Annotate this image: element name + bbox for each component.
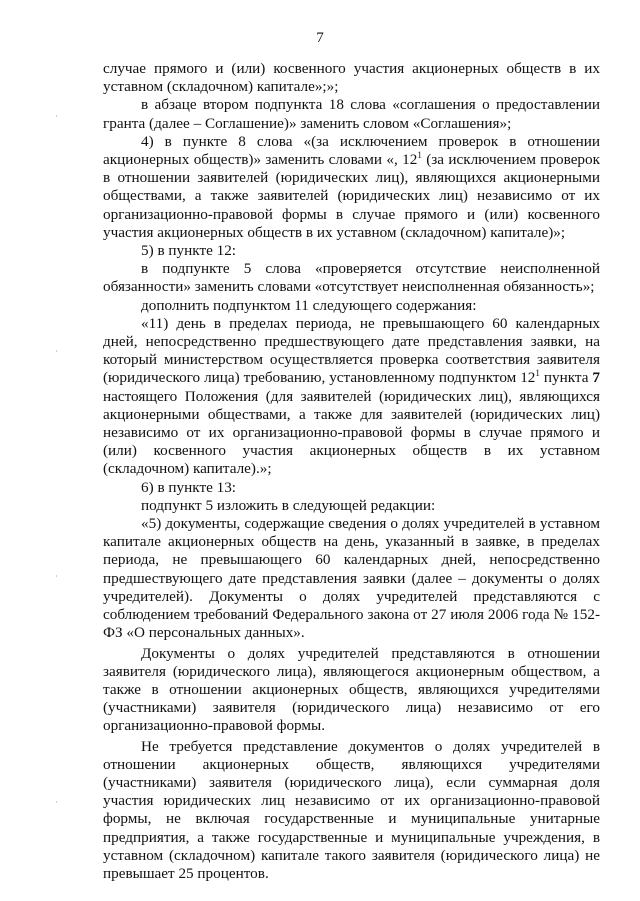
margin-mark: · [55,112,58,121]
paragraph: в абзаце втором подпункта 18 слова «соглашения о предоставлении гранта (далее – Соглашение)» заменить словом «Соглашения»; [103,96,600,132]
margin-mark: · [55,572,58,581]
paragraph-item-5: 5) в пункте 12: [141,242,237,260]
document-body [103,60,600,883]
margin-mark: · [55,347,58,356]
paragraph: Не требуется представление документов о долях учредителей в отношении акционерных обществ, являющихся учредителями (участниками) заявителя (юридического лица), если суммарная доля участия юридических лиц независимо от их организационно-правовой формы, не включая государственные и муниципальные унитарные предприятия, а также государственные и муниципальные учреждения, в уставном (складочном) капитале такого заявителя (юридического лица) не превышает 25 процентов. [103,737,600,882]
paragraph: дополнить подпунктом 11 следующего содержания: [141,296,477,314]
paragraph-item-6: 6) в пункте 13: [141,478,237,496]
paragraph: в подпункте 5 слова «проверяется отсутствие неисполненной обязанности» заменить словами «отсутствует неисполненная обязанность»; [103,260,600,296]
paragraph-subitem-11: «11) день в пределах периода, не превышающего 60 календарных дней, непосредственно предшествующего дате представления заявки, на который министерством осуществляется проверка соответствия заявителя (юридического лица) требованию, установленному подпунктом $12^1$ пункта 7 настоящего Положения (для заявителей (юридических лиц), являющихся акционерными обществами, а также для заявителей (юридических лиц) независимо от их организационно-правовой формы в случае прямого и (или) косвенного участия акционерных обществ в их уставном (складочном) капитале).»; [103,314,600,478]
margin-mark: · [55,798,58,807]
paragraph: подпункт 5 изложить в следующей редакции: [141,496,436,514]
superscript: 1 [417,149,422,160]
paragraph-item-4: 4) в пункте 8 слова «(за исключением проверок в отношении акционерных обществ)» заменить словами «, $12^1$ (за исключением проверок в отношении заявителей (юридических лиц), являющихся акционерными обществами, а также заявителей (юридических лиц) независимо от их организационно-правовой формы в случае прямого и (или) косвенного участия акционерных обществ в их уставном (складочном) капитале)»; [103,132,600,241]
paragraph-continuation: случае прямого и (или) косвенного участия акционерных обществ в их уставном (складочном) капитале»;»; [103,60,600,96]
paragraph: Документы о долях учредителей представляются в отношении заявителя (юридического лица), являющегося акционерным обществом, а также в отношении акционерных обществ, являющихся учредителями (участниками) заявителя (юридического лица) независимо от его организационно-правовой формы. [103,644,600,735]
paragraph-subitem-5: «5) документы, содержащие сведения о долях учредителей в уставном капитале акционерных обществ на день, указанный в заявке, в пределах периода, не превышающего 60 календарных дней, непосредственно предшествующего дате представления заявки (далее – документы о долях учредителей). Документы о долях учредителей представляются с соблюдением требований Федерального закона от 27 июля 2006 года № 152-ФЗ «О персональных данных». [103,515,600,642]
page-number: 7 [316,30,324,46]
superscript: 1 [535,368,540,379]
bold-number: 7 [592,369,600,387]
